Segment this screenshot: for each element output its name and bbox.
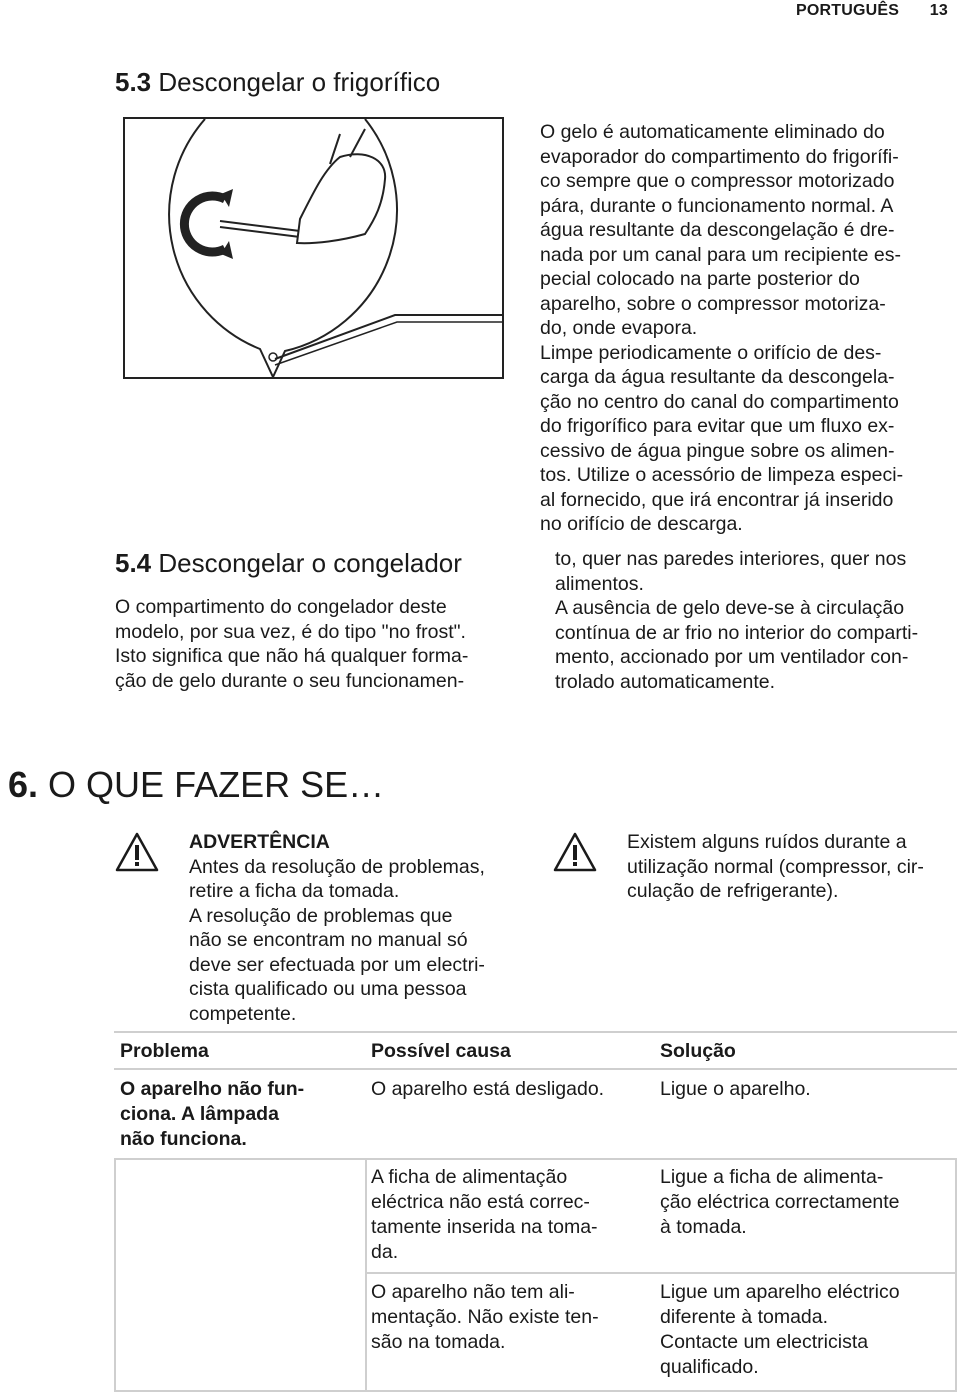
warning-title: ADVERTÊNCIA [189,831,330,853]
section-title: Descongelar o frigorífico [158,67,441,97]
table-cause-cell [371,1077,656,1102]
table-header-rule [114,1068,957,1070]
paragraph-line: alimentos. [555,572,644,595]
paragraph-line: no orifício de descarga. [540,513,743,535]
table-column-rule [365,1158,367,1392]
warning-triangle-icon [553,832,597,877]
paragraph-line: to, quer nas paredes interiores, quer nos [555,548,907,570]
section-number: 5.3 [115,67,152,97]
paragraph-line: cessivo de água pingue sobre os alimen- [540,439,895,462]
cell-line: Ligue um aparelho eléctrico [660,1281,900,1303]
paragraph-line: contínua de ar frio no interior do comparti- [555,621,919,644]
table-cause-cell [371,1280,656,1355]
table-row-rule [114,1158,957,1160]
table-bottom-rule [114,1390,957,1392]
section-number: 5.4 [115,548,152,578]
paragraph-line: utilização normal (compressor, cir- [627,855,924,878]
paragraph-line: A ausência de gelo deve-se à circulação [555,597,905,619]
table-right-rule [955,1158,957,1392]
table-cause-cell [371,1165,656,1265]
table-solution-cell [660,1280,955,1380]
section-number: 6. [8,764,39,805]
paragraph-line: Isto significa que não há qualquer forma- [115,645,469,667]
paragraph-line: do frigorífico para evitar que um fluxo ex- [540,415,895,437]
paragraph-line: al fornecido, que irá encontrar já inserido [540,488,894,511]
paragraph-line: nada por um canal para um recipiente es- [540,243,901,266]
cell-line: ção eléctrica correctamente [660,1191,900,1213]
page-header [796,2,948,20]
table-row-rule [365,1272,957,1274]
cell-line: não funciona. [120,1128,247,1150]
cell-line: O aparelho está desligado. [371,1078,605,1100]
paragraph-line: não se encontram no manual só [189,929,468,951]
cell-line: Ligue o aparelho. [660,1078,811,1100]
cell-line: O aparelho não fun- [120,1078,305,1100]
cell-line: ciona. A lâmpada [120,1103,279,1125]
paragraph-line: Limpe periodicamente o orifício de des- [540,341,882,364]
section-5-3-text [540,120,950,537]
paragraph-line: ção de gelo durante o seu funcionamen- [115,669,465,692]
cell-line: Contacte um electricista [660,1331,869,1353]
warning-block [189,830,539,1026]
cell-line: à tomada. [660,1216,747,1238]
defrost-drain-cleaning-illustration [123,117,504,379]
table-top-rule [114,1031,957,1033]
cell-line: A ficha de alimentação [371,1166,568,1188]
paragraph-line: Antes da resolução de problemas, [189,855,485,878]
section-5-4-heading [115,548,462,578]
cell-line: da. [371,1241,399,1263]
header-language: PORTUGUÊS [795,2,900,19]
page-number: 13 [929,2,948,19]
paragraph-line: culação de refrigerante). [627,880,839,902]
paragraph-line: tos. Utilize o acessório de limpeza especi- [540,464,904,486]
section-6-heading [8,765,384,805]
paragraph-line: carga da água resultante da descongela- [540,366,895,388]
paragraph-line: ção no centro do canal do compartimento [540,390,899,413]
note-block [627,830,957,904]
cell-line: são na tomada. [371,1331,506,1353]
paragraph-line: aparelho, sobre o compressor motoriza- [540,292,886,315]
paragraph-line: água resultante da descongelação é dre- [540,219,895,241]
table-solution-cell [660,1077,955,1102]
table-header-problem: Problema [120,1040,209,1062]
paragraph-line: O gelo é automaticamente eliminado do [540,121,885,143]
section-5-4-left-text [115,595,515,693]
paragraph-line: modelo, por sua vez, é do tipo "no frost". [115,620,466,643]
cell-line: qualificado. [660,1356,759,1378]
cell-line: diferente à tomada. [660,1306,829,1328]
table-header-cause: Possível causa [371,1040,511,1062]
table-problem-cell [120,1077,360,1152]
hand-cleaning-tool-icon [125,119,502,377]
section-5-3-heading [115,67,440,97]
paragraph-line: A resolução de problemas que [189,904,453,927]
warning-triangle-icon [115,832,159,877]
cell-line: tamente inserida na toma- [371,1216,598,1238]
paragraph-line: deve ser efectuada por um electri- [189,953,485,976]
paragraph-line: cista qualificado ou uma pessoa [189,978,467,1000]
paragraph-line: retire a ficha da tomada. [189,880,400,902]
paragraph-line: pára, durante o funcionamento normal. A [540,194,894,217]
paragraph-line: mento, accionado por um ventilador con- [555,646,909,668]
section-title: O QUE FAZER SE… [48,764,385,805]
table-solution-cell [660,1165,955,1240]
paragraph-line: O compartimento do congelador deste [115,596,447,618]
paragraph-line: evaporador do compartimento do frigorífi- [540,145,899,168]
paragraph-line: Existem alguns ruídos durante a [627,831,907,853]
paragraph-line: do, onde evapora. [540,317,698,339]
table-header-solution: Solução [660,1040,736,1062]
cell-line: eléctrica não está correc- [371,1191,590,1213]
cell-line: O aparelho não tem ali- [371,1281,575,1303]
cell-line: mentação. Não existe ten- [371,1306,599,1328]
paragraph-line: trolado automaticamente. [555,670,776,693]
section-title: Descongelar o congelador [158,548,462,578]
paragraph-line: competente. [189,1002,297,1025]
paragraph-line: pecial colocado na parte posterior do [540,268,860,290]
section-5-4-right-text [555,547,955,694]
table-left-rule [114,1158,116,1392]
paragraph-line: co sempre que o compressor motorizado [540,170,895,192]
cell-line: Ligue a ficha de alimenta- [660,1166,884,1188]
